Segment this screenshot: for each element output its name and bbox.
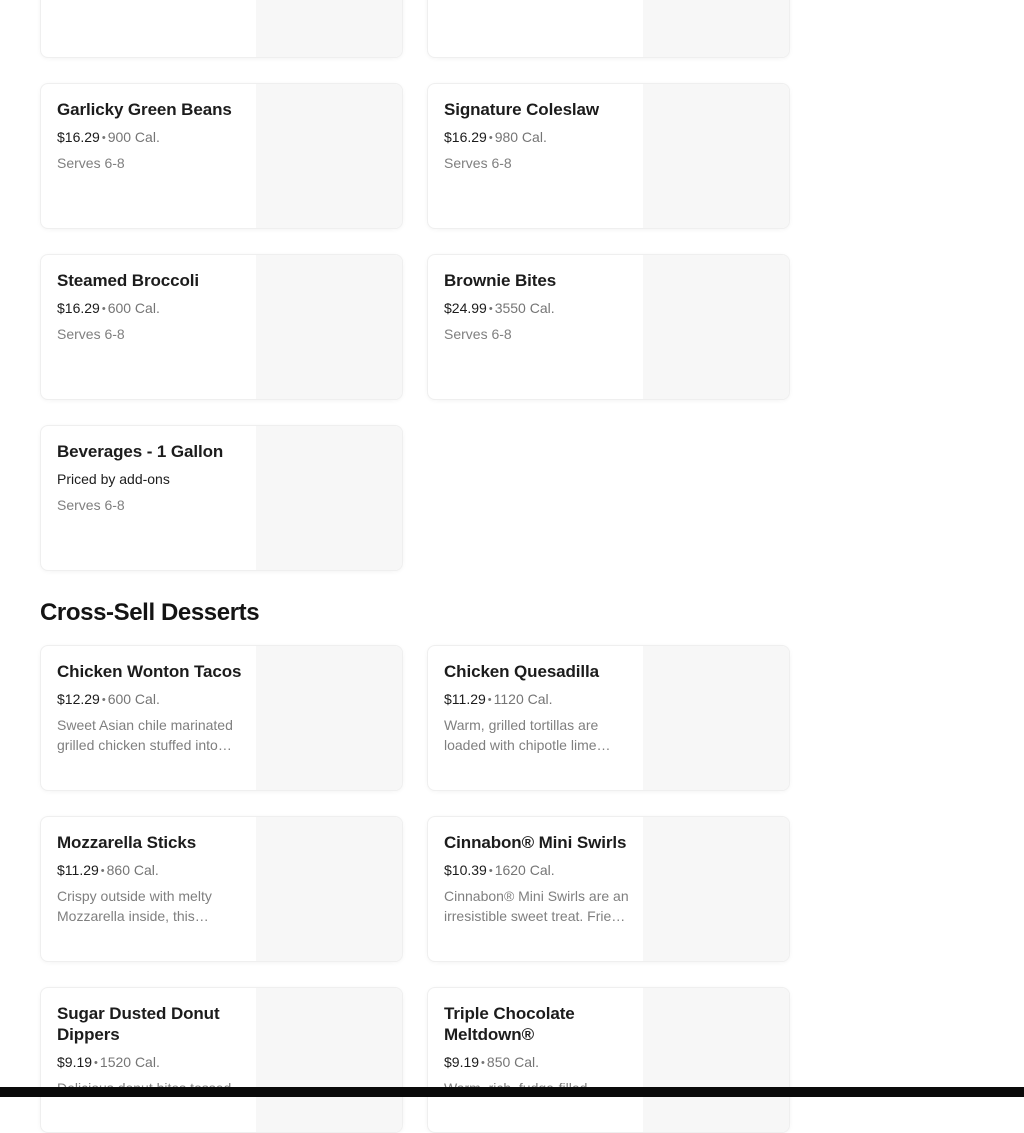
item-price: $10.39: [444, 862, 487, 878]
menu-item-card-triple-chocolate-meltdown[interactable]: [427, 987, 790, 1133]
item-price-line: [57, 860, 244, 881]
item-price-line: [444, 298, 631, 319]
item-description: Sweet Asian chile marinated grilled chicken stuffed into…: [57, 717, 233, 753]
price-calorie-separator: •: [101, 303, 106, 315]
price-calorie-separator: [170, 474, 174, 486]
item-price: $24.99: [444, 300, 487, 316]
menu-item-card-partial-2[interactable]: [427, 0, 790, 58]
item-title: Brownie Bites: [444, 271, 557, 290]
card-text: [41, 255, 256, 399]
item-price: $16.29: [57, 300, 100, 316]
menu-item-card-signature-coleslaw[interactable]: [427, 83, 790, 229]
menu-content: [40, 0, 790, 1133]
card-text: [41, 988, 256, 1132]
item-calories: 900 Cal.: [107, 129, 160, 145]
card-text: [428, 988, 643, 1132]
item-price: $16.29: [57, 129, 100, 145]
item-image-placeholder: [256, 646, 402, 790]
item-title: Mozzarella Sticks: [57, 833, 197, 852]
item-price-line: [57, 1052, 244, 1073]
item-serves: Serves 6-8: [444, 155, 512, 171]
item-image-placeholder: [256, 988, 402, 1132]
bottom-edge-bar: [0, 1087, 1024, 1097]
item-calories: 1620 Cal.: [494, 862, 555, 878]
item-calories: 980 Cal.: [494, 129, 547, 145]
item-price: $11.29: [444, 691, 486, 707]
item-serves: Serves 6-8: [57, 497, 125, 513]
item-image-placeholder: [256, 817, 402, 961]
item-image-placeholder: [643, 817, 789, 961]
item-image-placeholder: [256, 426, 402, 570]
item-title: Garlicky Green Beans: [57, 100, 232, 119]
item-title: Triple Chocolate Meltdown®: [444, 1004, 575, 1044]
card-text: [41, 646, 256, 790]
item-description: Crispy outside with melty Mozzarella inside, this…: [57, 888, 212, 924]
item-image-placeholder: [643, 646, 789, 790]
menu-item-card-chicken-quesadilla[interactable]: [427, 645, 790, 791]
card-text: [41, 0, 256, 57]
section-heading-cross-sell-desserts: Cross-Sell Desserts: [40, 599, 260, 626]
card-text: [41, 817, 256, 961]
item-price-line: [57, 127, 244, 148]
price-calorie-separator: •: [488, 303, 493, 315]
item-price-line: [444, 689, 631, 710]
menu-item-card-steamed-broccoli[interactable]: [40, 254, 403, 400]
item-image-placeholder: [643, 255, 789, 399]
menu-item-card-cinnabon-mini-swirls[interactable]: [427, 816, 790, 962]
price-calorie-separator: •: [488, 865, 493, 877]
item-image-placeholder: [643, 0, 789, 57]
item-image-placeholder: [643, 84, 789, 228]
item-price: $11.29: [57, 862, 99, 878]
card-text: [428, 0, 643, 57]
item-title: Sugar Dusted Donut Dippers: [57, 1004, 220, 1044]
item-calories: 3550 Cal.: [494, 300, 555, 316]
item-description: Cinnabon® Mini Swirls are an irresistible sweet treat. Frie…: [444, 888, 629, 924]
item-serves: Serves 6-8: [57, 326, 125, 342]
item-image-placeholder: [643, 988, 789, 1132]
menu-item-card-beverages-1-gallon[interactable]: [40, 425, 403, 571]
item-serves: Serves 6-8: [444, 326, 512, 342]
price-calorie-separator: •: [94, 1057, 98, 1069]
card-text: [428, 255, 643, 399]
menu-item-card-brownie-bites[interactable]: [427, 254, 790, 400]
menu-item-card-chicken-wonton-tacos[interactable]: [40, 645, 403, 791]
item-calories: 1520 Cal.: [99, 1054, 160, 1070]
item-price: $9.19: [57, 1054, 93, 1070]
item-calories: 600 Cal.: [107, 300, 160, 316]
item-image-placeholder: [256, 0, 402, 57]
item-description: Warm, grilled tortillas are loaded with chipotle lime…: [444, 717, 611, 753]
item-price: $16.29: [444, 129, 487, 145]
catering-items-grid: [40, 0, 790, 571]
card-text: [41, 84, 256, 228]
menu-item-card-partial-1[interactable]: [40, 0, 403, 58]
item-price-line: [57, 469, 244, 490]
item-calories: 860 Cal.: [106, 862, 159, 878]
card-text: [428, 84, 643, 228]
item-price-line: [57, 298, 244, 319]
menu-item-card-sugar-dusted-donut-dippers[interactable]: [40, 987, 403, 1133]
menu-item-card-mozzarella-sticks[interactable]: [40, 816, 403, 962]
item-price-line: [444, 127, 631, 148]
price-calorie-separator: •: [487, 694, 492, 706]
item-title: Signature Coleslaw: [444, 100, 600, 119]
item-price: Priced by add-ons: [57, 471, 170, 487]
item-price-line: [57, 689, 244, 710]
item-price: $9.19: [444, 1054, 480, 1070]
item-title: Steamed Broccoli: [57, 271, 200, 290]
menu-item-card-garlicky-green-beans[interactable]: [40, 83, 403, 229]
item-price-line: [444, 1052, 631, 1073]
item-image-placeholder: [256, 84, 402, 228]
price-calorie-separator: •: [481, 1057, 485, 1069]
price-calorie-separator: •: [100, 865, 105, 877]
desserts-items-grid: [40, 645, 790, 1133]
item-title: Chicken Wonton Tacos: [57, 662, 242, 681]
item-calories: 1120 Cal.: [493, 691, 553, 707]
item-serves: Serves 6-8: [57, 155, 125, 171]
item-title: Beverages - 1 Gallon: [57, 442, 224, 461]
item-price: $12.29: [57, 691, 100, 707]
price-calorie-separator: •: [101, 694, 106, 706]
item-title: Cinnabon® Mini Swirls: [444, 833, 627, 852]
card-text: [428, 817, 643, 961]
item-title: Chicken Quesadilla: [444, 662, 600, 681]
price-calorie-separator: •: [101, 132, 106, 144]
card-text: [41, 426, 256, 570]
item-calories: 600 Cal.: [107, 691, 160, 707]
price-calorie-separator: •: [488, 132, 493, 144]
item-calories: 850 Cal.: [486, 1054, 540, 1070]
card-text: [428, 646, 643, 790]
item-image-placeholder: [256, 255, 402, 399]
item-price-line: [444, 860, 631, 881]
